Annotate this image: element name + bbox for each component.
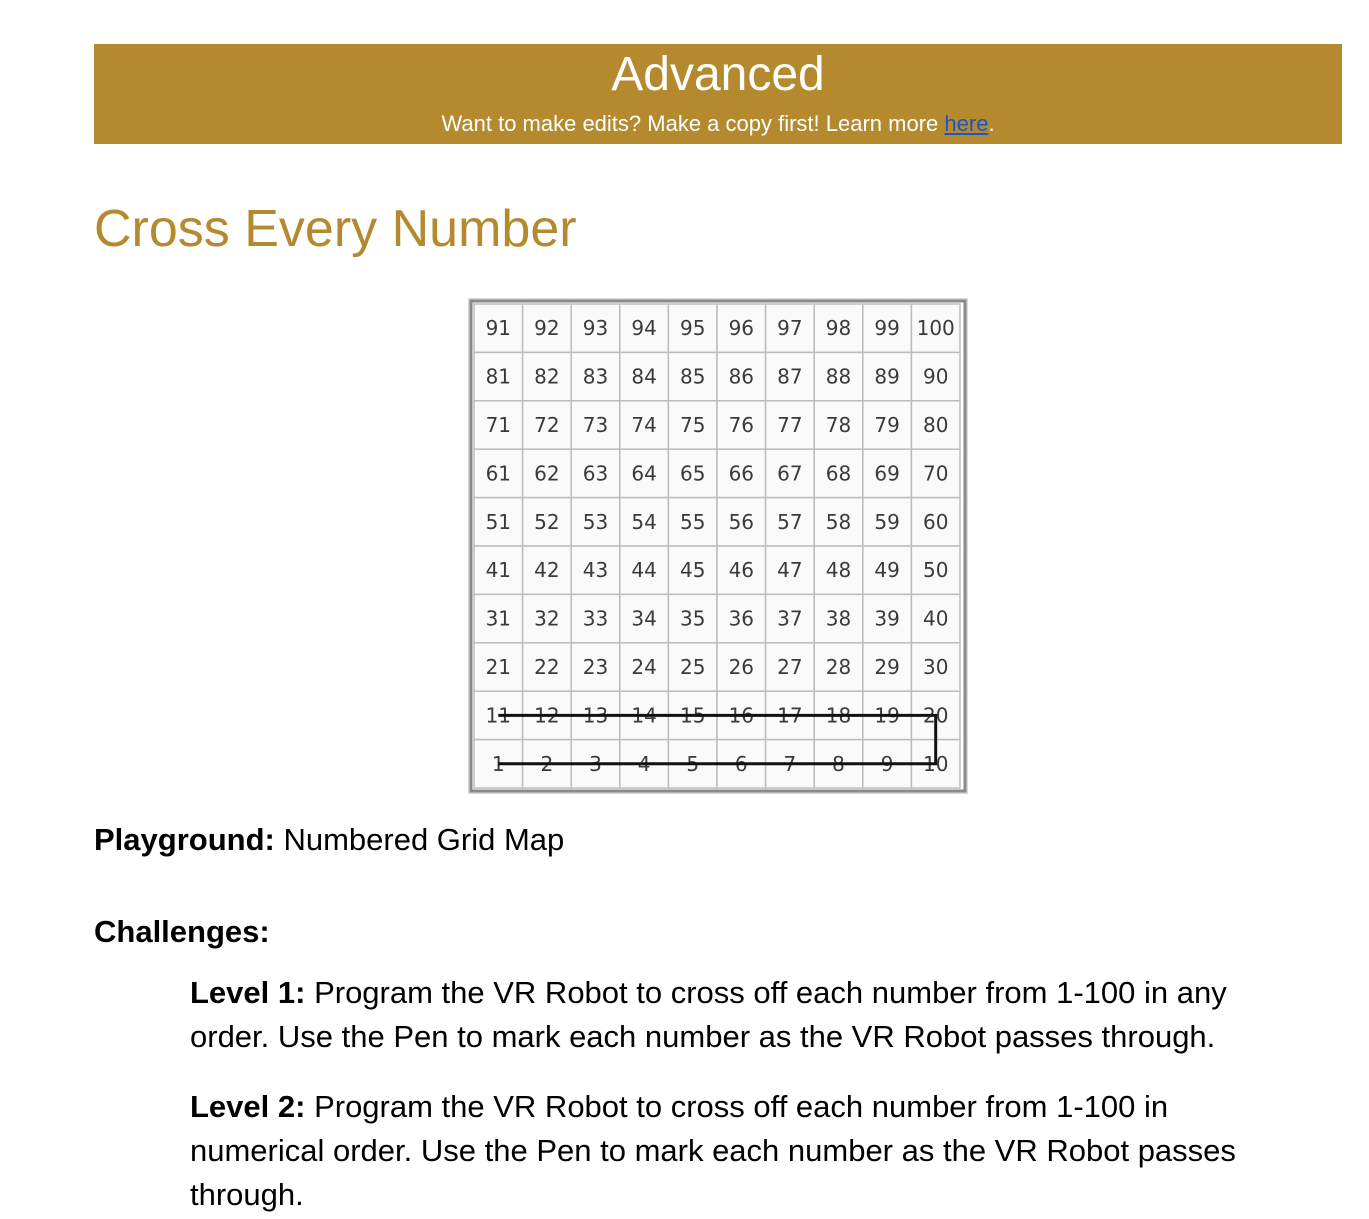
- grid-cell-number: 28: [825, 655, 852, 679]
- grid-cell-number: 59: [874, 509, 900, 534]
- grid-cell-number: 89: [874, 364, 900, 389]
- grid-cell-number: 94: [631, 316, 657, 341]
- grid-cell-number: 35: [679, 606, 706, 631]
- grid-cell-number: 61: [485, 461, 512, 486]
- grid-cell-number: 82: [534, 364, 560, 389]
- banner-subtitle-text: Want to make edits? Make a copy first! Learn more: [441, 111, 945, 136]
- grid-cell-number: 56: [728, 509, 755, 534]
- header-banner: [94, 44, 1342, 144]
- grid-cell-number: 75: [679, 413, 706, 437]
- grid-cell-number: 25: [679, 655, 706, 679]
- grid-cell-number: 33: [582, 606, 609, 631]
- grid-cell-number: 44: [631, 558, 657, 583]
- grid-cell-number: 65: [679, 461, 706, 486]
- grid-cell-number: 77: [777, 413, 803, 437]
- grid-cell-number: 51: [485, 509, 512, 534]
- grid-cell-number: 87: [777, 364, 803, 389]
- grid-cell-number: 19: [874, 703, 900, 728]
- grid-cell-number: 100: [916, 316, 955, 341]
- grid-cell-number: 95: [679, 316, 706, 341]
- grid-cell-number: 34: [631, 606, 657, 631]
- grid-cell-number: 6: [734, 751, 748, 776]
- grid-cell-number: 62: [534, 461, 560, 486]
- grid-cell-number: 93: [582, 316, 609, 341]
- grid-cell-number: 1: [491, 751, 505, 776]
- learn-more-link[interactable]: here: [944, 111, 989, 136]
- grid-cell-number: 48: [825, 558, 852, 583]
- playground-label: Playground:: [94, 822, 275, 857]
- grid-cell-number: 11: [485, 703, 512, 728]
- grid-cell-number: 67: [777, 461, 803, 486]
- level-2-label: Level 2:: [190, 1089, 306, 1124]
- grid-cell-number: 46: [728, 558, 755, 583]
- playground-value: Numbered Grid Map: [274, 822, 565, 857]
- grid-cell-number: 90: [922, 364, 949, 389]
- grid-cell-number: 60: [922, 509, 949, 534]
- grid-cell-number: 68: [825, 461, 852, 486]
- level-1-label: Level 1:: [190, 975, 306, 1010]
- grid-cell-number: 36: [728, 606, 755, 631]
- grid-cell-number: 9: [880, 751, 894, 776]
- grid-cell-number: 29: [874, 655, 900, 679]
- grid-cell-number: 79: [874, 413, 900, 437]
- grid-cell-number: 12: [534, 703, 560, 728]
- grid-cell-number: 85: [679, 364, 706, 389]
- grid-cell-number: 31: [485, 606, 512, 631]
- grid-cell-number: 20: [922, 703, 949, 728]
- level-1-challenge: [190, 971, 1300, 1059]
- grid-cell-number: 96: [728, 316, 755, 341]
- grid-cell-number: 58: [825, 509, 852, 534]
- grid-cell-number: 7: [783, 751, 797, 776]
- grid-cell-number: 22: [534, 655, 560, 679]
- grid-cell-number: 41: [485, 558, 512, 583]
- page-title: Cross Every Number: [94, 200, 577, 258]
- grid-cell-number: 47: [777, 558, 803, 583]
- grid-cell-number: 86: [728, 364, 755, 389]
- banner-title: Advanced: [611, 48, 825, 101]
- numbered-grid-svg: [468, 298, 968, 794]
- grid-cell-number: 32: [534, 606, 560, 631]
- grid-cell-number: 97: [777, 316, 803, 341]
- grid-cell-number: 84: [631, 364, 657, 389]
- level-2-challenge: [190, 1085, 1300, 1217]
- grid-cell-number: 23: [582, 655, 609, 679]
- challenges-heading: Challenges:: [94, 914, 270, 949]
- grid-cell-number: 80: [922, 413, 949, 437]
- grid-cell-number: 83: [582, 364, 609, 389]
- level-1-text: Program the VR Robot to cross off each number from 1-100 in any order. Use the Pen to mark each number as the VR Robot passes through.: [190, 975, 1227, 1054]
- grid-cell-number: 50: [922, 558, 949, 583]
- grid-cell-number: 37: [777, 606, 803, 631]
- grid-cell-number: 45: [679, 558, 706, 583]
- grid-cell-number: 72: [534, 413, 560, 437]
- grid-cell-number: 55: [679, 509, 706, 534]
- grid-cell-number: 64: [631, 461, 657, 486]
- grid-cell-number: 30: [922, 655, 949, 679]
- grid-cell-number: 73: [582, 413, 609, 437]
- grid-cell-number: 3: [589, 751, 602, 776]
- grid-cell-number: 98: [825, 316, 852, 341]
- grid-cell-number: 14: [631, 703, 657, 728]
- grid-cell-number: 91: [485, 316, 512, 341]
- grid-cell-number: 5: [686, 751, 700, 776]
- playground-line: [94, 820, 564, 860]
- grid-cell-number: 70: [922, 461, 949, 486]
- grid-cell-number: 81: [485, 364, 512, 389]
- grid-cell-number: 76: [728, 413, 755, 437]
- grid-cell-number: 24: [631, 655, 657, 679]
- grid-cell-number: 69: [874, 461, 900, 486]
- grid-cell-number: 39: [874, 606, 900, 631]
- grid-cell-number: 63: [582, 461, 609, 486]
- grid-cell-number: 26: [728, 655, 755, 679]
- grid-cell-number: 71: [485, 413, 512, 437]
- grid-cell-number: 13: [582, 703, 609, 728]
- grid-cell-number: 88: [825, 364, 852, 389]
- grid-cell-number: 4: [637, 751, 651, 776]
- grid-cell-number: 21: [485, 655, 512, 679]
- grid-cell-number: 42: [534, 558, 560, 583]
- grid-cell-number: 43: [582, 558, 609, 583]
- grid-cell-number: 10: [922, 751, 949, 776]
- grid-cell-number: 99: [874, 316, 900, 341]
- grid-cell-number: 78: [825, 413, 852, 437]
- grid-cell-number: 38: [825, 606, 852, 631]
- grid-cell-number: 8: [832, 751, 845, 776]
- grid-cell-number: 27: [777, 655, 803, 679]
- grid-cell-number: 16: [728, 703, 755, 728]
- grid-cell-number: 49: [874, 558, 900, 583]
- grid-cell-number: 54: [631, 509, 657, 534]
- grid-cell-number: 74: [631, 413, 657, 437]
- grid-cell-number: 15: [679, 703, 706, 728]
- grid-cell-number: 53: [582, 509, 609, 534]
- grid-cell-number: 40: [922, 606, 949, 631]
- grid-cell-number: 92: [534, 316, 560, 341]
- banner-subtitle-end: .: [988, 111, 995, 136]
- numbered-grid-image: [468, 298, 968, 794]
- banner-subtitle: [94, 110, 1342, 138]
- grid-cell-number: 18: [825, 703, 852, 728]
- grid-cell-number: 2: [540, 751, 554, 776]
- grid-cell-number: 66: [728, 461, 755, 486]
- grid-cell-number: 17: [777, 703, 803, 728]
- grid-cell-number: 57: [777, 509, 803, 534]
- level-2-text: Program the VR Robot to cross off each number from 1-100 in numerical order. Use the Pen to mark each number as the VR Robot passes through.: [190, 1089, 1236, 1212]
- grid-cell-number: 52: [534, 509, 560, 534]
